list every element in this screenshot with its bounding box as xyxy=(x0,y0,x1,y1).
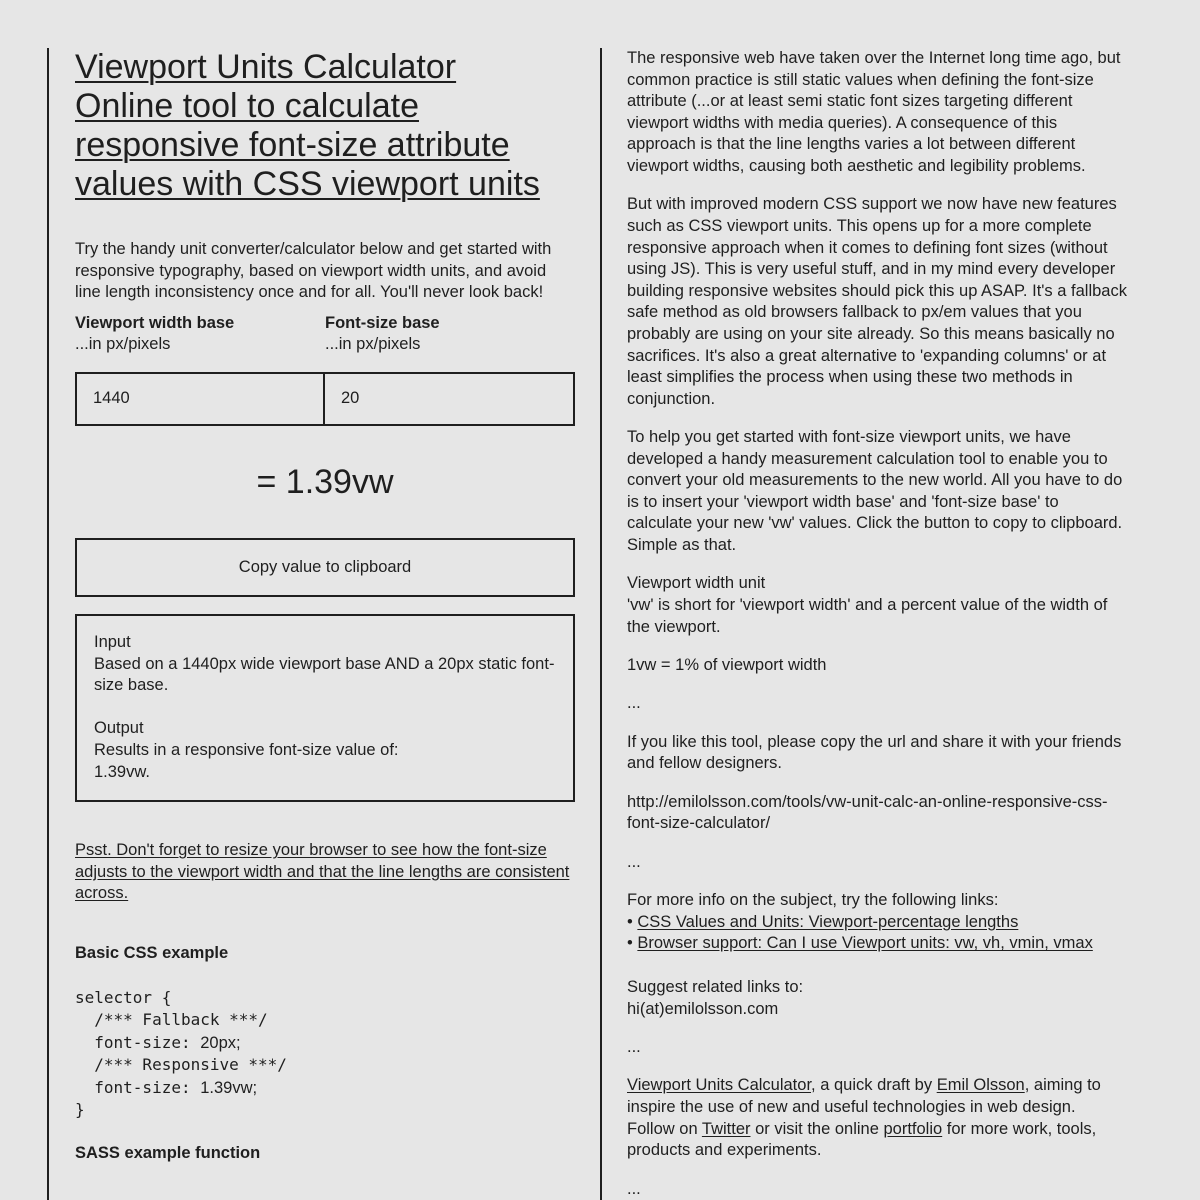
css-example-heading: Basic CSS example xyxy=(75,943,229,962)
calculator-inputs xyxy=(75,372,575,426)
code-line: } xyxy=(75,1100,85,1119)
link-item xyxy=(627,912,1127,934)
copy-to-clipboard-button[interactable]: Copy value to clipboard xyxy=(75,538,575,597)
info-box xyxy=(75,614,575,802)
footer-text-part: , a quick draft by xyxy=(811,1076,937,1095)
title-line[interactable]: responsive font-size attribute xyxy=(75,126,510,164)
vw-definition: 1vw = 1% of viewport width xyxy=(627,656,827,675)
code-value: 1.39vw; xyxy=(200,1078,258,1097)
spacer xyxy=(94,697,557,719)
center-divider xyxy=(600,48,602,1200)
font-size-label xyxy=(325,313,575,356)
bullet: • xyxy=(627,934,633,953)
portfolio-link[interactable]: portfolio xyxy=(883,1119,943,1138)
input-description: Based on a 1440px wide viewport base AND a 20px static font-size base. xyxy=(94,654,555,695)
left-divider xyxy=(47,48,49,1200)
title-line[interactable]: Viewport Units Calculator xyxy=(75,48,457,86)
psst-link[interactable]: Psst. Don't forget to resize your browser to see how the font-size adjusts to the viewport width and that the line lengths are consistent across. xyxy=(75,841,570,903)
ellipsis: ... xyxy=(627,1037,641,1056)
code-line: /*** Responsive ***/ xyxy=(75,1055,287,1074)
left-column xyxy=(75,48,575,1164)
font-size-label-sub: ...in px/pixels xyxy=(325,335,421,354)
footer-text xyxy=(627,1075,1127,1161)
viewport-unit-text: 'vw' is short for 'viewport width' and a percent value of the width of the viewport. xyxy=(627,596,1108,636)
browser-support-link[interactable]: Browser support: Can I use Viewport units: vw, vh, vmin, vmax xyxy=(637,934,1093,953)
viewport-unit-title: Viewport width unit xyxy=(627,574,766,593)
code-value: 20px; xyxy=(200,1033,241,1052)
font-size-input[interactable] xyxy=(325,372,573,426)
code-line: selector { xyxy=(75,987,172,1007)
font-size-label-title: Font-size base xyxy=(325,313,440,332)
intro-text: Try the handy unit converter/calculator below and get started with responsive typography, based on viewport width units, and avoid line length inconsistency once and for all. You'll never look back! xyxy=(75,240,552,302)
calculator-labels xyxy=(75,313,575,356)
output-description: Results in a responsive font-size value of: xyxy=(94,740,399,759)
emil-olsson-link[interactable]: Emil Olsson xyxy=(936,1076,1025,1095)
css-values-link[interactable]: CSS Values and Units: Viewport-percentage lengths xyxy=(637,912,1019,931)
paragraph: But with improved modern CSS support we now have new features such as CSS viewport units. This opens up for a more complete responsive approach when it comes to defining font sizes (without using JS). This is very useful stuff, and in my mind every developer building responsive websites should pick this up ASAP. It's a fallback safe method as old browsers fallback to px/em values that you probably are using on your site already. So this means basically no sacrifices. It's also a great alternative to 'expanding columns' or at least simplifies the process when using these two methods in conjunction. xyxy=(627,195,1127,408)
code-line: font-size: xyxy=(75,1032,201,1052)
viewport-unit-section xyxy=(627,573,1127,638)
paragraph: The responsive web have taken over the Internet long time ago, but common practice is still static values when defining the font-size attribute (...or at least semi static font sizes targeting different viewport widths with media queries). A consequence of this approach is that the line lengths varies a lot between different viewport widths, causing both aesthetic and legibility problems. xyxy=(627,49,1121,175)
suggest-text: Suggest related links to: xyxy=(627,977,804,996)
links-intro: For more info on the subject, try the following links: xyxy=(627,891,999,910)
links-section xyxy=(627,890,1127,955)
footer-text-part: for more work, tools, products and experiments. xyxy=(627,1119,1097,1160)
footer-text-part: or visit the online xyxy=(750,1119,884,1138)
link-item xyxy=(627,933,1127,955)
suggest-section xyxy=(627,977,1127,1020)
twitter-link[interactable]: Twitter xyxy=(701,1119,751,1138)
output-title: Output xyxy=(94,719,144,738)
viewport-width-label xyxy=(75,313,325,356)
right-column xyxy=(627,48,1127,1200)
viewport-width-label-title: Viewport width base xyxy=(75,313,235,332)
calculator-link[interactable]: Viewport Units Calculator xyxy=(627,1076,812,1095)
ellipsis: ... xyxy=(627,694,641,713)
sass-example-heading: SASS example function xyxy=(75,1143,261,1162)
viewport-width-label-sub: ...in px/pixels xyxy=(75,335,171,354)
title-line[interactable]: Online tool to calculate xyxy=(75,87,419,125)
output-value: 1.39vw. xyxy=(94,762,150,781)
footer-text-part: , aiming to inspire the use of new and useful technologies in web design. Follow on xyxy=(627,1076,1101,1138)
result-value: = 1.39vw xyxy=(256,462,394,501)
viewport-width-input[interactable] xyxy=(77,372,325,426)
page-title[interactable] xyxy=(75,48,575,204)
css-code-block xyxy=(75,987,575,1122)
paragraph: To help you get started with font-size viewport units, we have developed a handy measurement calculation tool to enable you to convert your old measurements to the new world. All you have to do is to insert your 'viewport width base' and 'font-size base' to calculate your new 'vw' values. Click the button to copy to clipboard. Simple as that. xyxy=(627,428,1123,555)
bullet: • xyxy=(627,912,633,931)
title-line[interactable]: values with CSS viewport units xyxy=(75,165,540,203)
code-line: font-size: xyxy=(75,1077,201,1097)
code-line: /*** Fallback ***/ xyxy=(75,1010,268,1029)
share-text: If you like this tool, please copy the url and share it with your friends and fellow designers. xyxy=(627,732,1122,773)
ellipsis: ... xyxy=(627,852,641,871)
contact-email: hi(at)emilolsson.com xyxy=(627,999,779,1018)
ellipsis: ... xyxy=(627,1179,641,1198)
input-title: Input xyxy=(94,632,131,651)
page-url: http://emilolsson.com/tools/vw-unit-calc-an-online-responsive-css-font-size-calculator/ xyxy=(627,792,1108,833)
